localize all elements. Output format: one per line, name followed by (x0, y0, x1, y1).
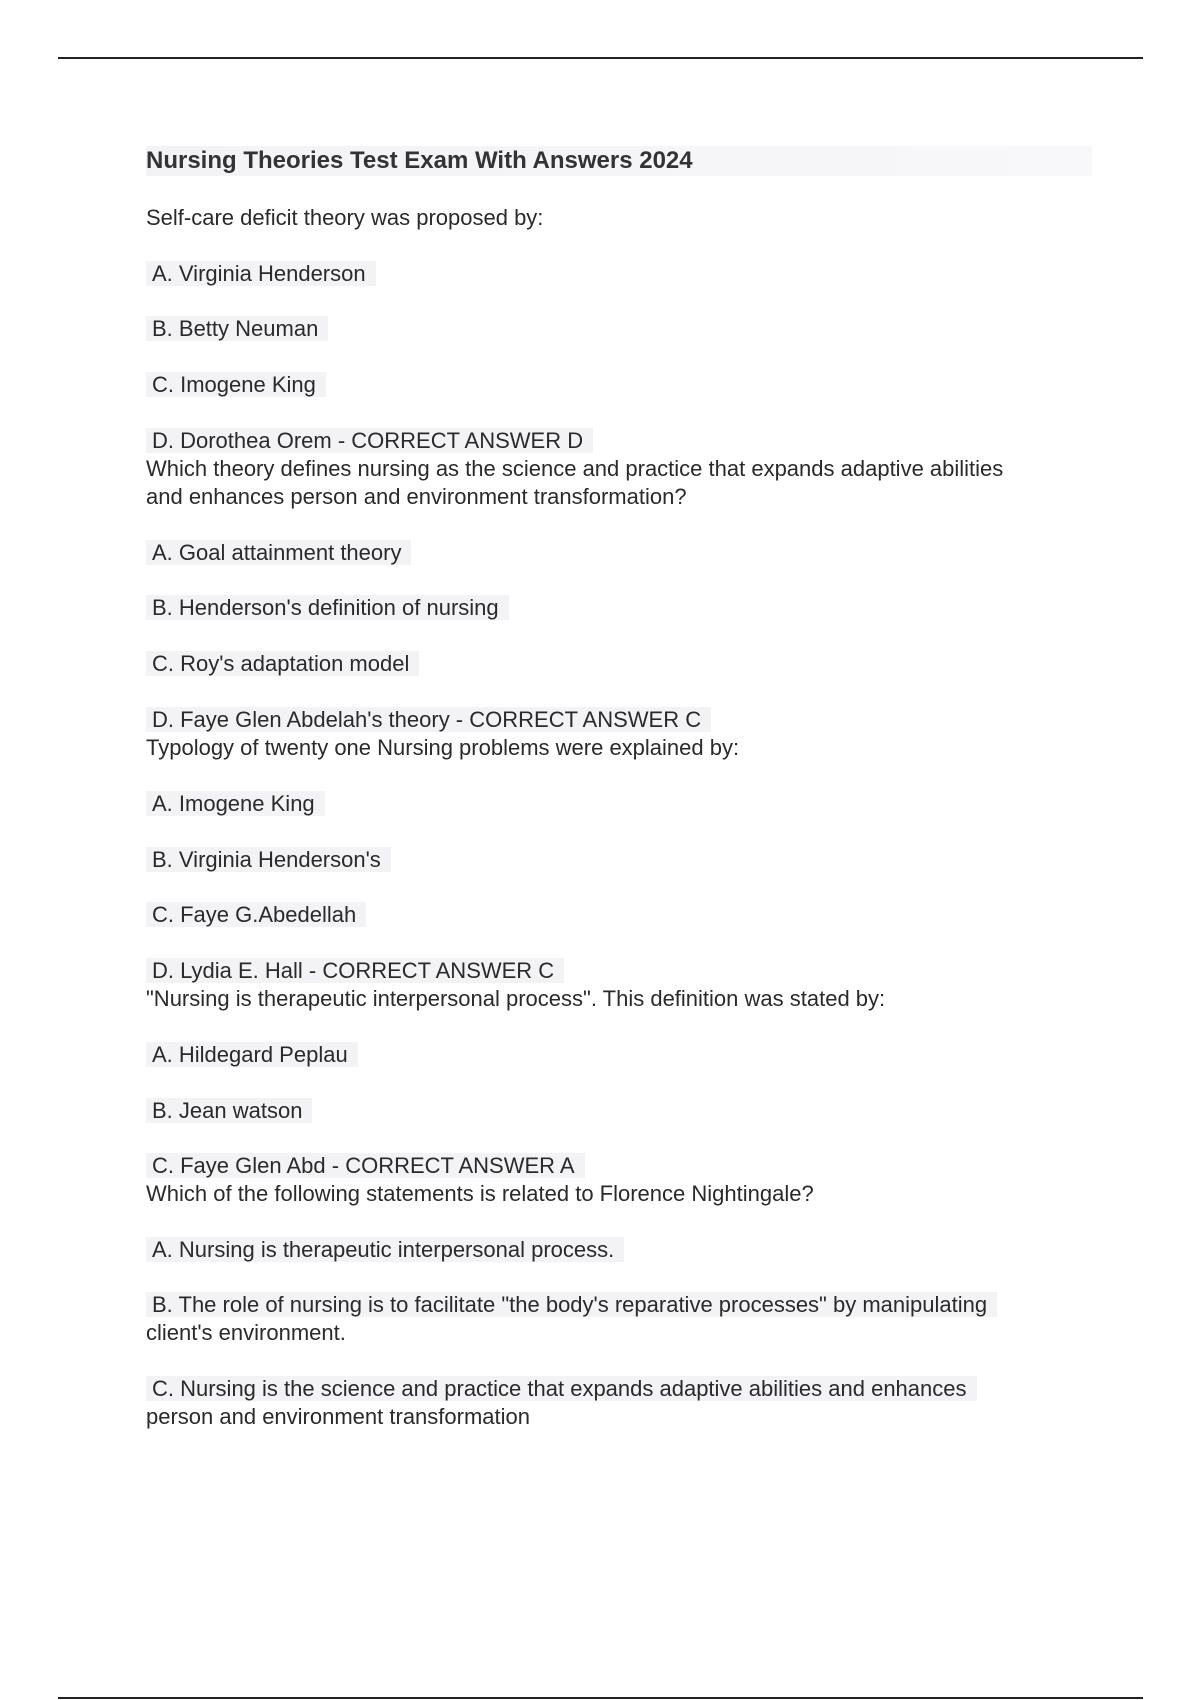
q4-option-c-answer: C. Faye Glen Abd - CORRECT ANSWER A (146, 1152, 585, 1180)
q3-option-c: C. Faye G.Abedellah (146, 901, 366, 929)
q1-option-c: C. Imogene King (146, 371, 326, 399)
question-2-line-2: and enhances person and environment transformation? (146, 484, 687, 509)
question-1: Self-care deficit theory was proposed by: (146, 205, 544, 230)
q2-option-c: C. Roy's adaptation model (146, 650, 419, 678)
q2-option-b: B. Henderson's definition of nursing (146, 594, 509, 622)
q5-option-a: A. Nursing is therapeutic interpersonal process. (146, 1236, 624, 1264)
question-5: Which of the following statements is related to Florence Nightingale? (146, 1181, 814, 1206)
q5-option-c-line-2: person and environment transformation (146, 1404, 530, 1429)
q3-option-a: A. Imogene King (146, 790, 325, 818)
question-3: Typology of twenty one Nursing problems were explained by: (146, 735, 740, 760)
q1-option-b: B. Betty Neuman (146, 315, 328, 343)
q5-option-c-line-1: C. Nursing is the science and practice that expands adaptive abilities and enhances (146, 1375, 977, 1403)
q5-option-b-line-1: B. The role of nursing is to facilitate "the body's reparative processes" by manipulating (146, 1291, 997, 1319)
question-4: "Nursing is therapeutic interpersonal process". This definition was stated by: (146, 986, 886, 1011)
q4-option-b: B. Jean watson (146, 1097, 312, 1125)
question-2-line-1: Which theory defines nursing as the science and practice that expands adaptive abilities (146, 456, 1004, 481)
q4-option-a: A. Hildegard Peplau (146, 1041, 358, 1069)
top-rule (58, 57, 1143, 59)
q3-option-d-answer: D. Lydia E. Hall - CORRECT ANSWER C (146, 957, 564, 985)
document-title: Nursing Theories Test Exam With Answers 2024 (146, 147, 693, 174)
q1-option-a: A. Virginia Henderson (146, 260, 376, 288)
q2-option-a: A. Goal attainment theory (146, 539, 411, 567)
q5-option-b-line-2: client's environment. (146, 1320, 346, 1345)
bottom-rule (58, 1697, 1143, 1699)
q3-option-b: B. Virginia Henderson's (146, 846, 391, 874)
q2-option-d-answer: D. Faye Glen Abdelah's theory - CORRECT ANSWER C (146, 706, 711, 734)
q1-option-d-answer: D. Dorothea Orem - CORRECT ANSWER D (146, 427, 593, 455)
